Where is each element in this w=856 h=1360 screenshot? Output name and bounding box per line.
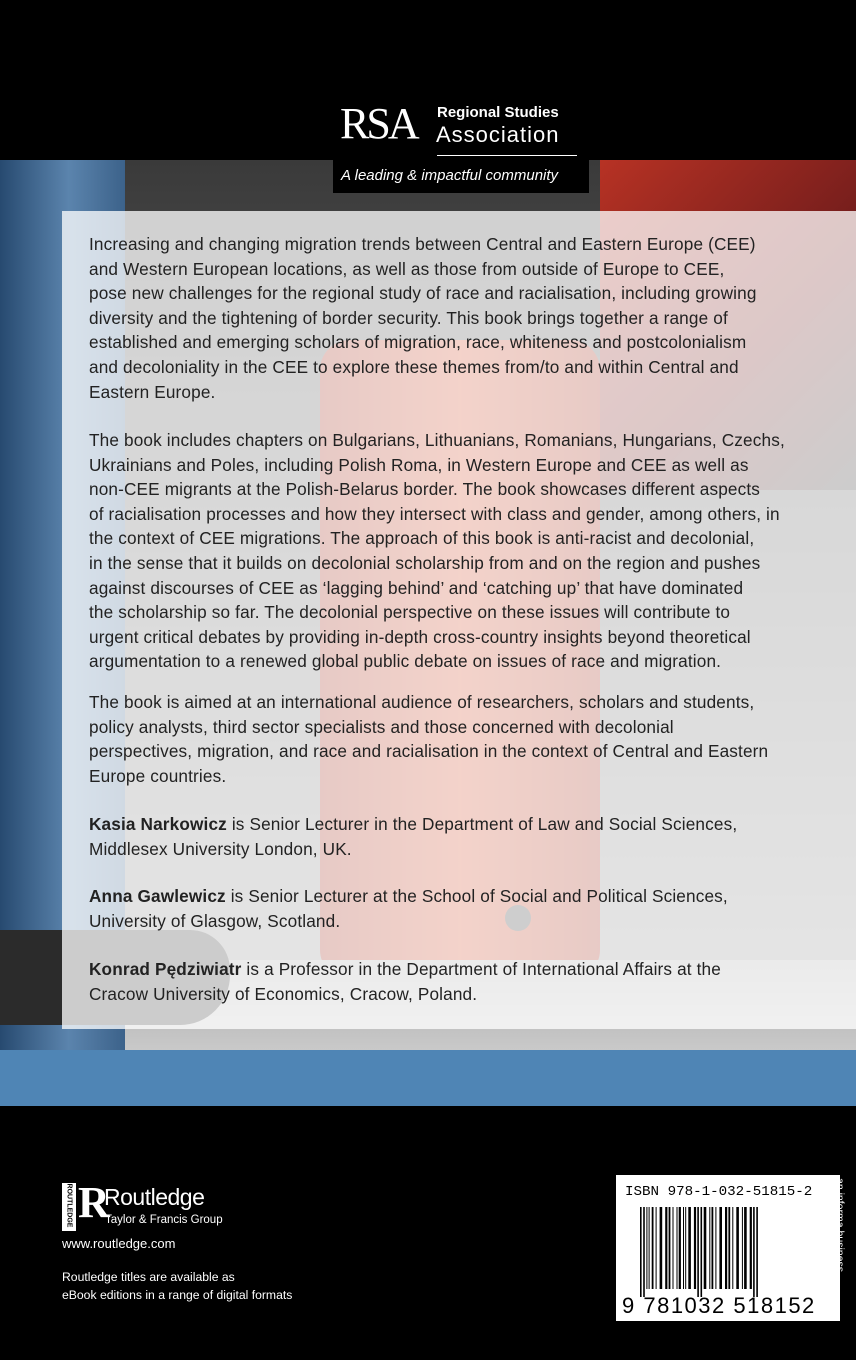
publisher-url[interactable]: www.routledge.com [62, 1236, 176, 1251]
text-line: non-CEE migrants at the Polish-Belarus border. The book showcases different aspects [89, 479, 761, 500]
barcode-bar [704, 1207, 707, 1289]
barcode-bar [683, 1207, 684, 1289]
barcode-bar [694, 1207, 696, 1289]
barcode-bar [728, 1207, 730, 1289]
barcode-bar [652, 1207, 654, 1289]
author-bio-text: is Senior Lecturer at the School of Social and Political Sciences, [225, 886, 728, 906]
barcode-bar [725, 1207, 727, 1289]
barcode-bar [709, 1207, 710, 1289]
author-name: Kasia Narkowicz [89, 814, 227, 834]
barcode-bar [677, 1207, 678, 1289]
barcode-bar [712, 1207, 714, 1289]
text-line: perspectives, migration, and race and racialisation in the context of Central and Eastern [89, 741, 769, 762]
text-line: the context of CEE migrations. The approach of this book is anti-racist and decolonial, [89, 528, 755, 549]
blue-band [0, 1050, 856, 1106]
barcode-bar [715, 1207, 716, 1289]
text-line: the scholarship so far. The decolonial perspective on these issues will contribute to [89, 602, 731, 623]
publisher-group: Taylor & Francis Group [105, 1214, 223, 1226]
author-name: Konrad Pędziwiatr [89, 959, 242, 979]
text-line: Ukrainians and Poles, including Polish Roma, in Western Europe and CEE as well as [89, 454, 749, 475]
barcode-icon [638, 1207, 832, 1297]
barcode-bar [732, 1207, 733, 1289]
barcode-bar [656, 1207, 657, 1289]
barcode-bar [649, 1207, 650, 1289]
text-line: diversity and the tightening of border security. This book brings together a range of [89, 307, 728, 328]
barcode-bar [660, 1207, 663, 1289]
barcode-bar [679, 1207, 681, 1289]
informa-label: an informa business [834, 1178, 846, 1272]
routledge-logo [62, 1178, 262, 1231]
barcode-bar [697, 1207, 699, 1297]
text-line: and decoloniality in the CEE to explore these themes from/to and within Central and [89, 356, 739, 377]
barcode-bar [750, 1207, 752, 1289]
rsa-name-line2: Association [436, 122, 560, 147]
isbn-label: ISBN 978-1-032-51815-2 [625, 1184, 813, 1200]
text-line: and Western European locations, as well as those from outside of Europe to CEE, [89, 258, 725, 279]
barcode-bar [685, 1207, 686, 1289]
barcode-bar [640, 1207, 642, 1297]
author-bio [89, 812, 737, 861]
barcode-bar [719, 1207, 722, 1289]
text-line: urgent critical debates by providing in-depth cross-country insights beyond theoretical [89, 626, 751, 647]
ebook-note [62, 1268, 292, 1304]
text-line: Increasing and changing migration trends between Central and Eastern Europe (CEE) [89, 234, 756, 254]
author-bio [89, 957, 721, 1006]
author-bio-text: is a Professor in the Department of International Affairs at the [241, 959, 721, 979]
text-line: policy analysts, third sector specialists and those concerned with decolonial [89, 716, 674, 737]
barcode-digits: 9 781032 518152 [622, 1293, 816, 1318]
barcode-bar [673, 1207, 674, 1289]
author-bio [89, 884, 728, 933]
ebook-line: eBook editions in a range of digital formats [62, 1288, 293, 1302]
barcode-bar [688, 1207, 691, 1289]
description-paragraph-2 [89, 428, 785, 674]
tagline-box [333, 160, 589, 193]
author-bio-text: Cracow University of Economics, Cracow, Poland. [89, 983, 478, 1004]
text-line: Eastern Europe. [89, 381, 216, 402]
author-bio-text: Middlesex University London, UK. [89, 838, 352, 859]
author-bio-text: University of Glasgow, Scotland. [89, 910, 341, 931]
rsa-mark: RSA [340, 99, 417, 148]
barcode-bar [756, 1207, 758, 1297]
barcode-bar [646, 1207, 647, 1289]
isbn-box [616, 1175, 840, 1321]
routledge-vertical-label: ROUTLEDGE [65, 1183, 73, 1228]
rsa-divider [437, 155, 577, 156]
text-line: argumentation to a renewed global public debate on issues of race and migration. [89, 651, 722, 672]
barcode-bar [669, 1207, 671, 1289]
author-name: Anna Gawlewicz [89, 886, 226, 906]
author-bio-text: is Senior Lecturer in the Department of Law and Social Sciences, [226, 814, 738, 834]
routledge-r-icon: R [78, 1178, 110, 1227]
barcode-bar [742, 1207, 743, 1289]
description-paragraph-3 [89, 690, 768, 788]
description-paragraph-1 [89, 232, 757, 404]
publisher-name: Routledge [104, 1184, 205, 1210]
text-line: in the sense that it builds on decolonial scholarship from and on the region and pushes [89, 552, 761, 573]
text-line: pose new challenges for the regional study of race and racialisation, including growing [89, 283, 757, 304]
routledge-vertical-bar [62, 1183, 76, 1231]
text-line: of racialisation processes and how they intersect with class and gender, among others, in [89, 503, 780, 524]
tagline: A leading & impactful community [341, 167, 559, 184]
text-line: The book is aimed at an international audience of researchers, scholars and students, [89, 692, 755, 712]
barcode-bar [736, 1207, 739, 1289]
text-line: against discourses of CEE as ‘lagging behind’ and ‘catching up’ that have dominated [89, 577, 744, 598]
barcode-bar [643, 1207, 645, 1297]
text-line: Europe countries. [89, 765, 227, 786]
barcode-bar [753, 1207, 755, 1297]
rsa-logo [340, 96, 588, 158]
barcode-bar [665, 1207, 667, 1289]
barcode-bar [744, 1207, 747, 1289]
rsa-name-line1: Regional Studies [437, 104, 559, 121]
ebook-line: Routledge titles are available as [62, 1270, 235, 1284]
barcode-bar [701, 1207, 703, 1297]
text-line: The book includes chapters on Bulgarians, Lithuanians, Romanians, Hungarians, Czechs, [89, 430, 785, 450]
text-line: established and emerging scholars of migration, race, whiteness and postcolonialism [89, 332, 747, 353]
